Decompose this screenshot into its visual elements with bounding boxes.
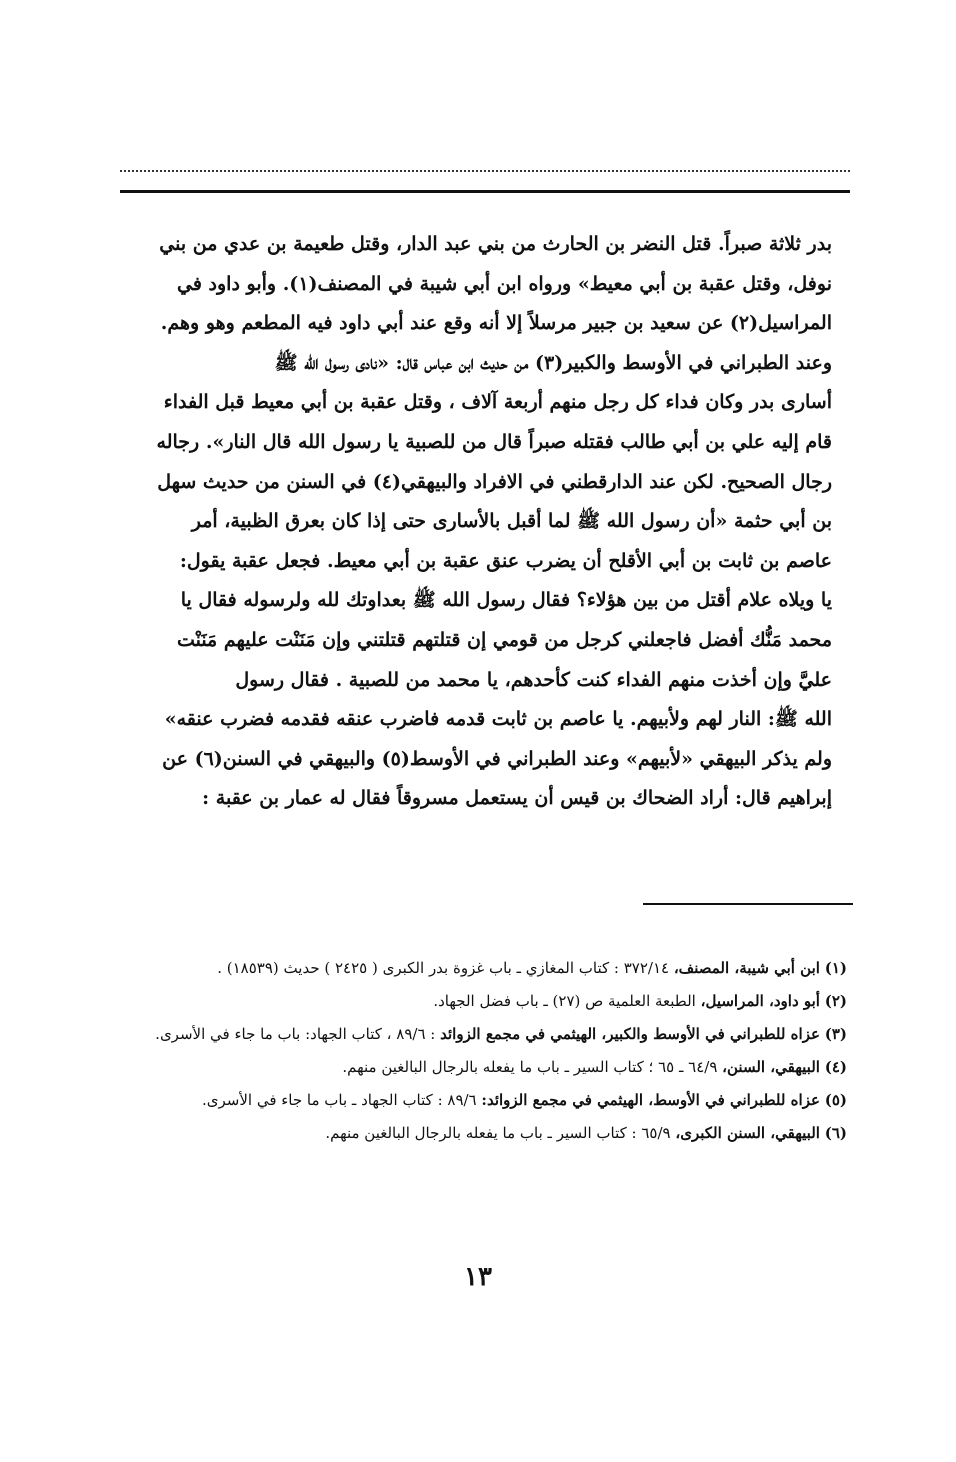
footnote-source: البيهقي، السنن الكبرى، xyxy=(675,1124,820,1142)
footnote-number: (١) xyxy=(824,959,847,977)
text-line: بن أبي حثمة «أن رسول الله ﷺ لما أقبل بالأسارى حتى إذا كان بعرق الظبية، أمر xyxy=(191,510,832,533)
footnote-4 xyxy=(132,1054,847,1081)
text-line: المراسيل(٢) عن سعيد بن جبير مرسلاً إلا أنه وقع عند أبي داود فيه المطعم وهو وهم. xyxy=(160,312,832,335)
text-line: أسارى بدر وكان فداء كل رجل منهم أربعة آلاف ، وقتل عقبة بن أبي معيط قبل الفداء xyxy=(163,391,832,414)
footnote-source: ابن أبي شيبة، المصنف، xyxy=(673,959,820,977)
text-line: يا ويلاه علام أقتل من بين هؤلاء؟ فقال رسول الله ﷺ بعداوتك لله ولرسوله فقال يا xyxy=(180,589,832,612)
footnote-source: أبو داود، المراسيل، xyxy=(700,992,820,1010)
footnote-text: : ٨٩/٦ ، كتاب الجهاد: باب ما جاء في الأسرى. xyxy=(155,1025,436,1043)
footnote-text: ٦٤/٩ ـ ٦٥ ؛ كتاب السير ـ باب ما يفعله بالرجال البالغين منهم. xyxy=(342,1058,718,1076)
text-line: نوفل، وقتل عقبة بن أبي معيط» ورواه ابن أبي شيبة في المصنف(١). وأبو داود في xyxy=(177,272,832,295)
footnote-5 xyxy=(132,1087,847,1114)
footnote-separator xyxy=(643,903,853,905)
footnote-text: ٨٩/٦ : كتاب الجهاد ـ باب ما جاء في الأسرى. xyxy=(201,1091,477,1109)
footnote-number: (٣) xyxy=(824,1025,847,1043)
footnote-source: البيهقي، السنن، xyxy=(722,1058,820,1076)
footnote-2 xyxy=(132,988,847,1015)
text-line: محمد مَنُّك أفضل فاجعلني كرجل من قومي إن قتلتهم قتلتني وإن مَنَنْت عليهم مَنَنْت xyxy=(176,628,832,651)
footnotes xyxy=(132,955,847,1153)
footnote-number: (٦) xyxy=(824,1124,847,1142)
header-dotted-rule xyxy=(120,170,850,172)
page-number: ١٣ xyxy=(464,1262,492,1292)
text-line: عليَّ وإن أخذت منهم الفداء كنت كأحدهم، يا محمد من للصبية . فقال رسول xyxy=(235,668,832,691)
footnote-number: (٢) xyxy=(824,992,847,1010)
footnote-source: عزاه للطبراني في الأوسط والكبير، الهيثمي في مجمع الزوائد xyxy=(440,1025,820,1043)
text-line: الله ﷺ: النار لهم ولأبيهم. يا عاصم بن ثابت قدمه فاضرب عنقه فقدمه فضرب عنقه» xyxy=(164,708,832,731)
footnote-number: (٤) xyxy=(824,1058,847,1076)
main-text xyxy=(132,225,832,819)
footnote-source: عزاه للطبراني في الأوسط، الهيثمي في مجمع الزوائد: xyxy=(481,1091,820,1109)
text-line: بدر ثلاثة صبراً. قتل النضر بن الحارث من بني عبد الدار، وقتل طعيمة بن عدي من بني xyxy=(159,233,832,255)
footnote-number: (٥) xyxy=(824,1091,847,1109)
footnote-text: الطبعة العلمية ص (٢٧) ـ باب فضل الجهاد. xyxy=(433,992,696,1010)
text-line: وعند الطبراني في الأوسط والكبير(٣) من حديث ابن عباس قال: «نادى رسول الله ﷺ xyxy=(274,351,832,374)
footnote-3 xyxy=(132,1021,847,1048)
text-line: عاصم بن ثابت بن أبي الأقلح أن يضرب عنق عقبة بن أبي معيط. فجعل عقبة يقول: xyxy=(179,549,832,572)
header-solid-rule xyxy=(120,190,850,193)
text-line: رجال الصحيح. لكن عند الدارقطني في الافراد والبيهقي(٤) في السنن من حديث سهل xyxy=(157,470,832,493)
footnote-text: ٣٧٢/١٤ : كتاب المغازي ـ باب غزوة بدر الكبرى ( ٢٤٢٥ ) حديث (١٨٥٣٩) . xyxy=(217,959,670,977)
footnote-text: ٦٥/٩ : كتاب السير ـ باب ما يفعله بالرجال البالغين منهم. xyxy=(325,1124,671,1142)
footnote-6 xyxy=(132,1120,847,1147)
footnote-1 xyxy=(132,955,847,982)
text-line: قام إليه علي بن أبي طالب فقتله صبراً قال من للصبية يا رسول الله قال النار». رجاله xyxy=(156,430,832,453)
text-line: ولم يذكر البيهقي «لأبيهم» وعند الطبراني في الأوسط(٥) والبيهقي في السنن(٦) عن xyxy=(162,747,832,770)
text-line: إبراهيم قال: أراد الضحاك بن قيس أن يستعمل مسروقاً فقال له عمار بن عقبة : xyxy=(202,787,832,810)
